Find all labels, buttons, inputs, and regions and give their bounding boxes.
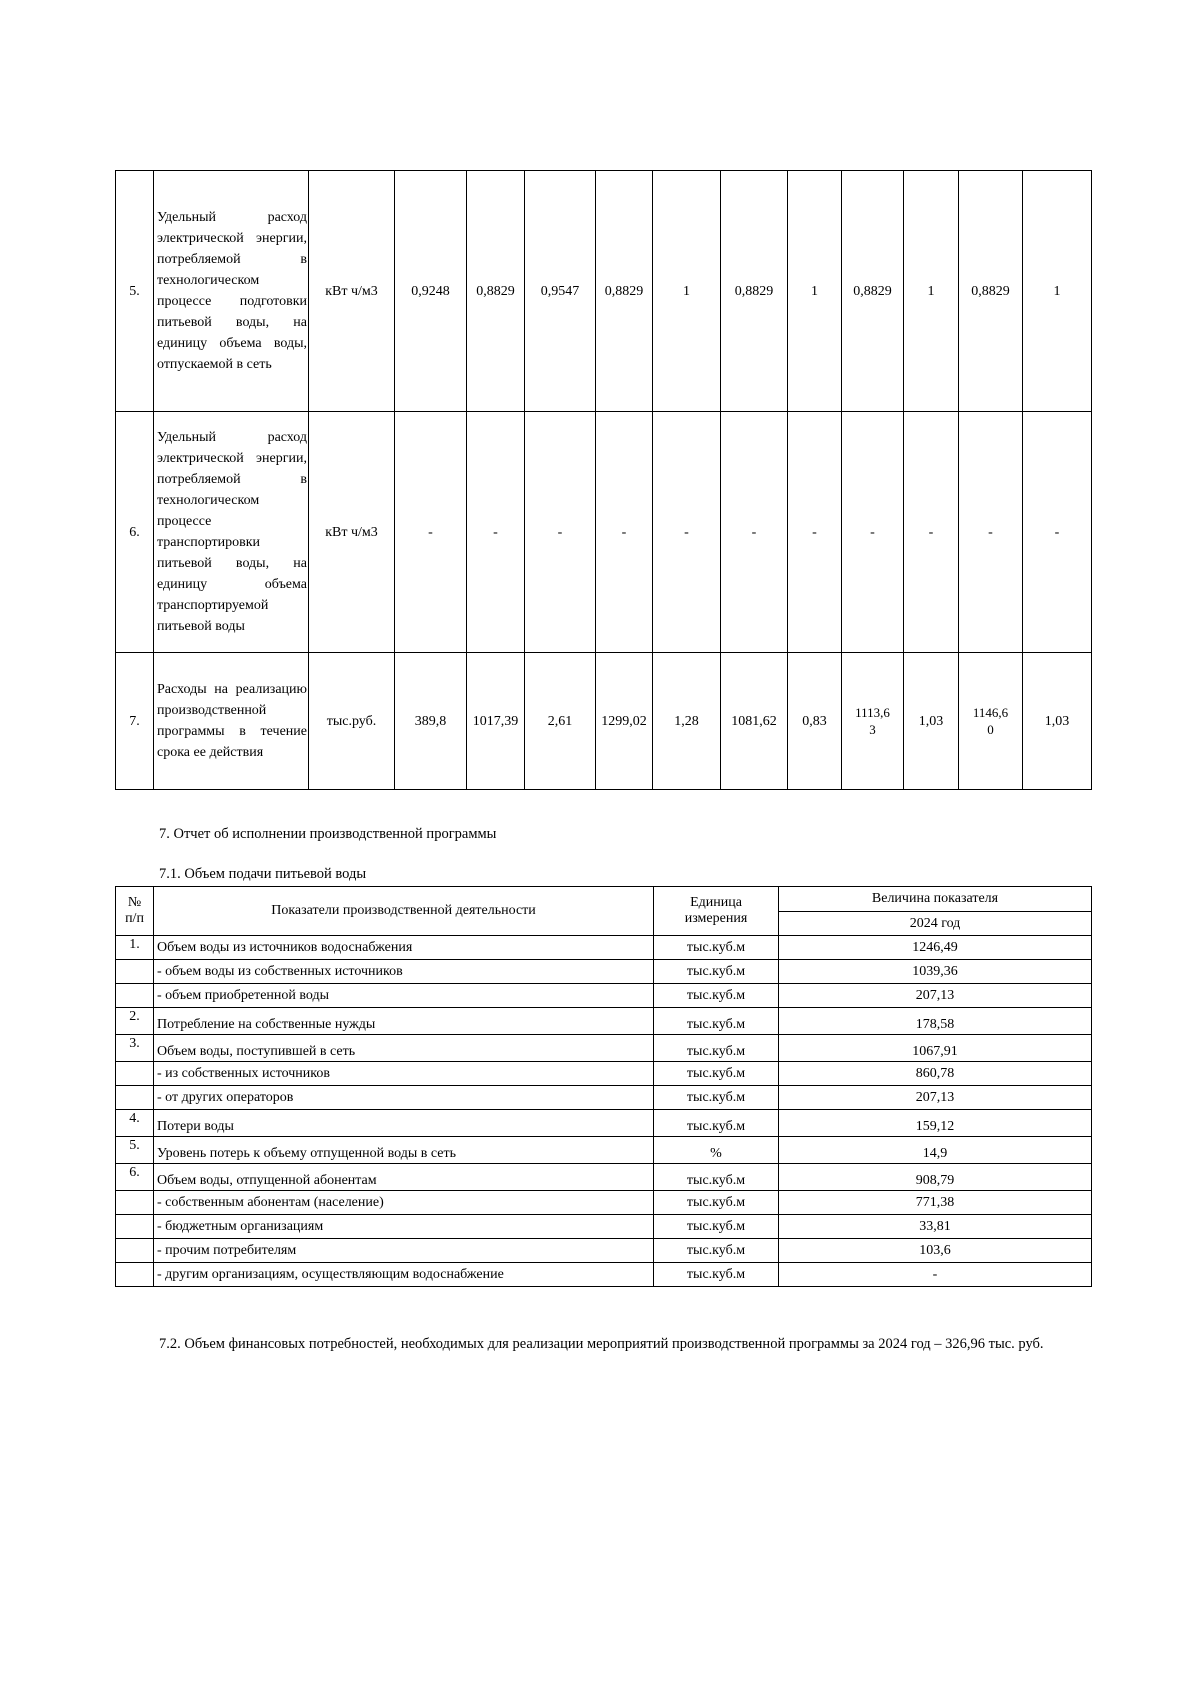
value-cell-wrapped bbox=[959, 653, 1023, 790]
value-cell: - bbox=[721, 412, 788, 653]
row-number bbox=[116, 1215, 154, 1239]
value-cell: - bbox=[959, 412, 1023, 653]
row-number bbox=[116, 1239, 154, 1263]
unit-cell: тыс.куб.м bbox=[654, 1239, 779, 1263]
table-row bbox=[116, 1164, 1092, 1191]
unit-cell: тыс.куб.м bbox=[654, 1086, 779, 1110]
table-header-row bbox=[116, 887, 1092, 912]
indicator-name: Объем воды, поступившей в сеть bbox=[154, 1035, 654, 1062]
value-cell: - bbox=[1023, 412, 1092, 653]
value-cell: - bbox=[467, 412, 525, 653]
table-row bbox=[116, 1008, 1092, 1035]
indicator-name: - собственным абонентам (население) bbox=[154, 1191, 654, 1215]
value-cell: 1 bbox=[653, 171, 721, 412]
row-number: 6. bbox=[116, 412, 154, 653]
value-cell: 1 bbox=[1023, 171, 1092, 412]
row-number bbox=[116, 1086, 154, 1110]
indicators-table-continued bbox=[115, 170, 1092, 790]
unit-cell: тыс.руб. bbox=[309, 653, 395, 790]
value-cell: 1 bbox=[788, 171, 842, 412]
value-part: 1146,6 bbox=[972, 705, 1009, 720]
table-row bbox=[116, 1086, 1092, 1110]
header-num bbox=[116, 887, 154, 936]
value-cell: 0,8829 bbox=[842, 171, 904, 412]
value-cell: - bbox=[395, 412, 467, 653]
header-unit bbox=[654, 887, 779, 936]
row-number: 5. bbox=[116, 171, 154, 412]
value-cell-wrapped bbox=[842, 653, 904, 790]
value-cell: 0,83 bbox=[788, 653, 842, 790]
header-unit-line: Единица bbox=[690, 895, 742, 910]
value-cell: 1081,62 bbox=[721, 653, 788, 790]
value-part: 1113,6 bbox=[855, 705, 890, 720]
value-cell: 1017,39 bbox=[467, 653, 525, 790]
table-row bbox=[116, 1263, 1092, 1287]
table-row bbox=[116, 1239, 1092, 1263]
value-cell: 2,61 bbox=[525, 653, 596, 790]
value-cell: 1299,02 bbox=[596, 653, 653, 790]
row-number: 1. bbox=[116, 936, 154, 960]
value-cell: 1,28 bbox=[653, 653, 721, 790]
unit-cell: кВт ч/м3 bbox=[309, 171, 395, 412]
indicator-name: Удельный расход электрической энергии, потребляемой в технологическом процессе транспортировки питьевой воды, на единицу объема транспортируемой питьевой воды bbox=[154, 412, 309, 653]
table-row bbox=[116, 936, 1092, 960]
unit-cell: тыс.куб.м bbox=[654, 1191, 779, 1215]
value-cell: - bbox=[653, 412, 721, 653]
row-number bbox=[116, 960, 154, 984]
row-number: 6. bbox=[116, 1164, 154, 1191]
header-num-line: п/п bbox=[125, 911, 144, 926]
value-cell: 908,79 bbox=[779, 1164, 1092, 1191]
indicator-name: - другим организациям, осуществляющим водоснабжение bbox=[154, 1263, 654, 1287]
value-cell: 1246,49 bbox=[779, 936, 1092, 960]
header-year: 2024 год bbox=[779, 912, 1092, 936]
value-cell: 1039,36 bbox=[779, 960, 1092, 984]
unit-cell: тыс.куб.м bbox=[654, 960, 779, 984]
row-number: 3. bbox=[116, 1035, 154, 1062]
row-number: 2. bbox=[116, 1008, 154, 1035]
unit-cell: тыс.куб.м bbox=[654, 1263, 779, 1287]
unit-cell: тыс.куб.м bbox=[654, 1035, 779, 1062]
value-cell: - bbox=[842, 412, 904, 653]
table-row bbox=[116, 1110, 1092, 1137]
value-cell: 1 bbox=[904, 171, 959, 412]
subsection-heading: 7.1. Объем подачи питьевой воды bbox=[159, 866, 367, 882]
indicator-name: Уровень потерь к объему отпущенной воды в сеть bbox=[154, 1137, 654, 1164]
unit-cell: тыс.куб.м bbox=[654, 1062, 779, 1086]
indicator-name: - объем воды из собственных источников bbox=[154, 960, 654, 984]
unit-cell: тыс.куб.м bbox=[654, 1164, 779, 1191]
value-cell: 1067,91 bbox=[779, 1035, 1092, 1062]
indicator-name: Потребление на собственные нужды bbox=[154, 1008, 654, 1035]
header-value-group: Величина показателя bbox=[779, 887, 1092, 912]
table-row bbox=[116, 1035, 1092, 1062]
value-cell: - bbox=[788, 412, 842, 653]
row-number bbox=[116, 1062, 154, 1086]
value-cell: 0,8829 bbox=[721, 171, 788, 412]
row-number bbox=[116, 984, 154, 1008]
table-row bbox=[116, 412, 1092, 653]
indicator-name: - объем приобретенной воды bbox=[154, 984, 654, 1008]
value-cell: 159,12 bbox=[779, 1110, 1092, 1137]
indicator-name: Объем воды из источников водоснабжения bbox=[154, 936, 654, 960]
value-cell: 771,38 bbox=[779, 1191, 1092, 1215]
indicator-name: - из собственных источников bbox=[154, 1062, 654, 1086]
value-cell: 14,9 bbox=[779, 1137, 1092, 1164]
indicator-name: Потери воды bbox=[154, 1110, 654, 1137]
indicator-name: Удельный расход электрической энергии, потребляемой в технологическом процессе подготовки питьевой воды, на единицу объема воды, отпускаемой в сеть bbox=[154, 171, 309, 412]
value-cell: - bbox=[525, 412, 596, 653]
unit-cell: тыс.куб.м bbox=[654, 1110, 779, 1137]
table-row bbox=[116, 171, 1092, 412]
financial-needs-paragraph: 7.2. Объем финансовых потребностей, необходимых для реализации мероприятий производственной программы за 2024 год – 326,96 тыс. руб. bbox=[159, 1336, 1044, 1352]
table-row bbox=[116, 984, 1092, 1008]
indicator-name: Расходы на реализацию производственной программы в течение срока ее действия bbox=[154, 653, 309, 790]
table-row bbox=[116, 653, 1092, 790]
header-num-line: № bbox=[127, 895, 142, 910]
value-cell: - bbox=[779, 1263, 1092, 1287]
value-cell: 33,81 bbox=[779, 1215, 1092, 1239]
table-row bbox=[116, 960, 1092, 984]
table-row bbox=[116, 1062, 1092, 1086]
unit-cell: тыс.куб.м bbox=[654, 1215, 779, 1239]
indicator-name: Объем воды, отпущенной абонентам bbox=[154, 1164, 654, 1191]
section-heading: 7. Отчет об исполнении производственной программы bbox=[159, 826, 497, 842]
table-row bbox=[116, 1137, 1092, 1164]
value-cell: - bbox=[596, 412, 653, 653]
value-cell: 0,9248 bbox=[395, 171, 467, 412]
value-cell: 0,9547 bbox=[525, 171, 596, 412]
value-cell: 207,13 bbox=[779, 1086, 1092, 1110]
table-row bbox=[116, 1215, 1092, 1239]
indicator-name: - от других операторов bbox=[154, 1086, 654, 1110]
value-cell: - bbox=[904, 412, 959, 653]
value-part: 3 bbox=[869, 722, 876, 737]
value-cell: 103,6 bbox=[779, 1239, 1092, 1263]
row-number: 5. bbox=[116, 1137, 154, 1164]
value-cell: 178,58 bbox=[779, 1008, 1092, 1035]
value-cell: 1,03 bbox=[1023, 653, 1092, 790]
row-number bbox=[116, 1263, 154, 1287]
value-part: 0 bbox=[987, 722, 994, 737]
row-number: 4. bbox=[116, 1110, 154, 1137]
unit-cell: тыс.куб.м bbox=[654, 1008, 779, 1035]
unit-cell: % bbox=[654, 1137, 779, 1164]
table-row bbox=[116, 1191, 1092, 1215]
value-cell: 389,8 bbox=[395, 653, 467, 790]
row-number: 7. bbox=[116, 653, 154, 790]
value-cell: 860,78 bbox=[779, 1062, 1092, 1086]
indicator-name: - прочим потребителям bbox=[154, 1239, 654, 1263]
unit-cell: кВт ч/м3 bbox=[309, 412, 395, 653]
value-cell: 207,13 bbox=[779, 984, 1092, 1008]
value-cell: 0,8829 bbox=[959, 171, 1023, 412]
header-unit-line: измерения bbox=[684, 911, 748, 926]
header-indicator: Показатели производственной деятельности bbox=[154, 887, 654, 936]
water-supply-table bbox=[115, 886, 1092, 1287]
row-number bbox=[116, 1191, 154, 1215]
value-cell: 1,03 bbox=[904, 653, 959, 790]
unit-cell: тыс.куб.м bbox=[654, 984, 779, 1008]
unit-cell: тыс.куб.м bbox=[654, 936, 779, 960]
value-cell: 0,8829 bbox=[467, 171, 525, 412]
indicator-name: - бюджетным организациям bbox=[154, 1215, 654, 1239]
value-cell: 0,8829 bbox=[596, 171, 653, 412]
